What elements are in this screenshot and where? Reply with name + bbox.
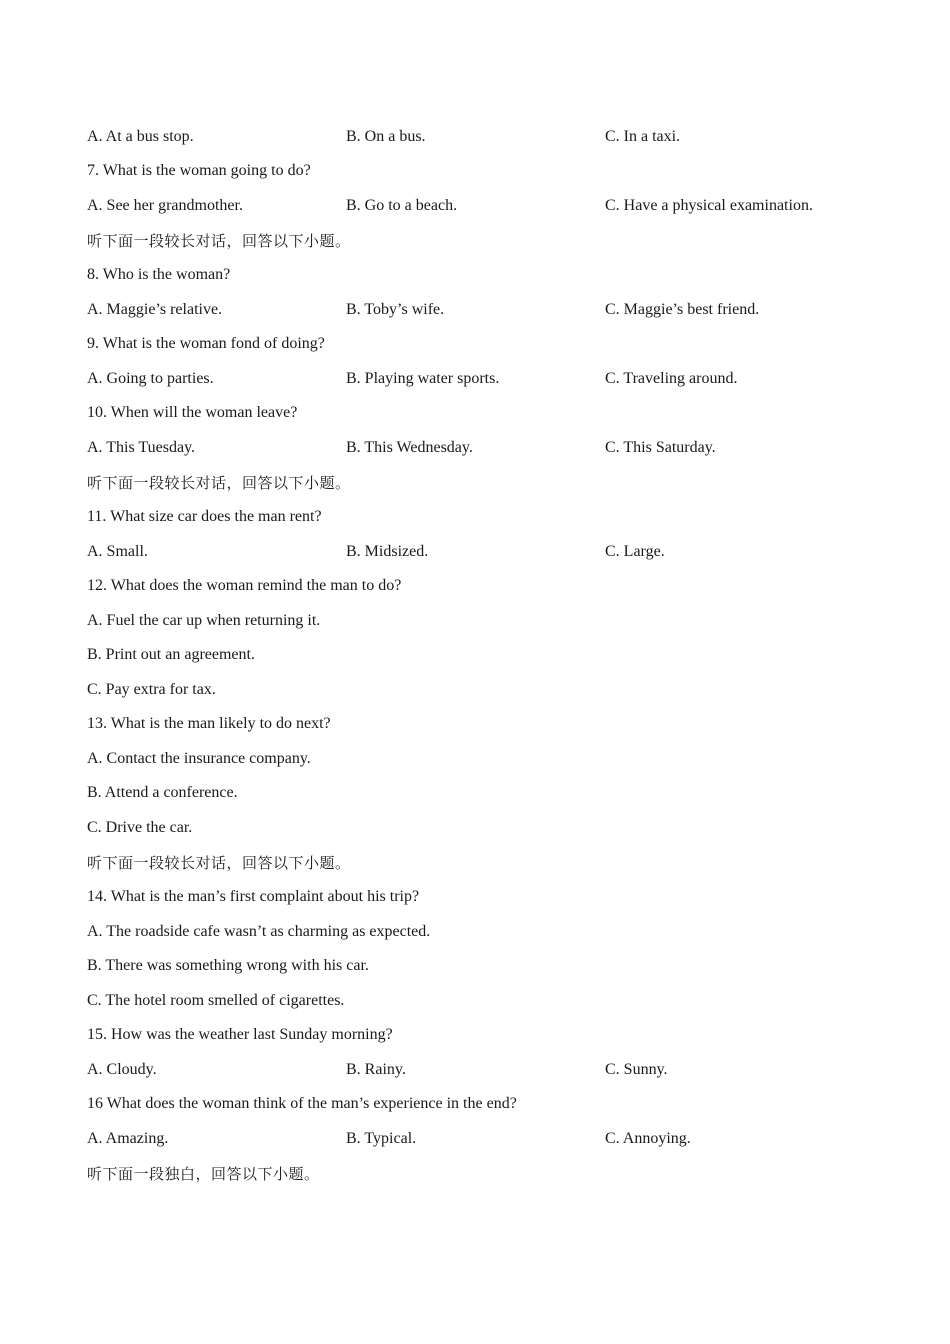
- q16-option-a: A. Amazing.: [87, 1130, 169, 1147]
- q9-question: 9. What is the woman fond of doing?: [87, 335, 325, 352]
- q13-option-c: C. Drive the car.: [87, 819, 193, 836]
- q15-option-b: B. Rainy.: [346, 1061, 406, 1078]
- q12-option-c: C. Pay extra for tax.: [87, 681, 216, 698]
- q11-option-b: B. Midsized.: [346, 543, 429, 560]
- q16-option-c: C. Annoying.: [605, 1130, 691, 1147]
- q9-option-c: C. Traveling around.: [605, 370, 738, 387]
- q11-option-a: A. Small.: [87, 543, 148, 560]
- q10-option-b: B. This Wednesday.: [346, 439, 473, 456]
- q14-option-a: A. The roadside cafe wasn’t as charming as expected.: [87, 923, 431, 940]
- q10-option-a: A. This Tuesday.: [87, 439, 196, 456]
- q8-question: 8. Who is the woman?: [87, 266, 231, 283]
- q8-option-a: A. Maggie’s relative.: [87, 301, 223, 318]
- q9-option-a: A. Going to parties.: [87, 370, 214, 387]
- q14-question: 14. What is the man’s first complaint about his trip?: [87, 888, 420, 905]
- q9-option-b: B. Playing water sports.: [346, 370, 500, 387]
- q7-option-a: A. See her grandmother.: [87, 197, 243, 214]
- section-instruction-4: 听下面一段独白，回答以下小题。: [87, 1165, 320, 1183]
- q13-question: 13. What is the man likely to do next?: [87, 715, 331, 732]
- q6-option-b: B. On a bus.: [346, 128, 426, 145]
- q10-option-c: C. This Saturday.: [605, 439, 716, 456]
- q16-question: 16 What does the woman think of the man’s experience in the end?: [87, 1095, 517, 1112]
- q8-option-c: C. Maggie’s best friend.: [605, 301, 760, 318]
- q7-option-b: B. Go to a beach.: [346, 197, 458, 214]
- q15-question: 15. How was the weather last Sunday morning?: [87, 1026, 393, 1043]
- q8-option-b: B. Toby’s wife.: [346, 301, 445, 318]
- q13-option-b: B. Attend a conference.: [87, 784, 238, 801]
- q12-question: 12. What does the woman remind the man to do?: [87, 577, 402, 594]
- q15-option-a: A. Cloudy.: [87, 1061, 157, 1078]
- q14-option-b: B. There was something wrong with his car.: [87, 957, 369, 974]
- q11-option-c: C. Large.: [605, 543, 665, 560]
- section-instruction-3: 听下面一段较长对话，回答以下小题。: [87, 854, 351, 872]
- q6-option-c: C. In a taxi.: [605, 128, 681, 145]
- q7-question: 7. What is the woman going to do?: [87, 162, 311, 179]
- section-instruction-1: 听下面一段较长对话，回答以下小题。: [87, 232, 351, 250]
- q10-question: 10. When will the woman leave?: [87, 404, 298, 421]
- q14-option-c: C. The hotel room smelled of cigarettes.: [87, 992, 345, 1009]
- q6-option-a: A. At a bus stop.: [87, 128, 194, 145]
- section-instruction-2: 听下面一段较长对话，回答以下小题。: [87, 474, 351, 492]
- q12-option-a: A. Fuel the car up when returning it.: [87, 612, 321, 629]
- q11-question: 11. What size car does the man rent?: [87, 508, 322, 525]
- q15-option-c: C. Sunny.: [605, 1061, 668, 1078]
- q16-option-b: B. Typical.: [346, 1130, 417, 1147]
- q12-option-b: B. Print out an agreement.: [87, 646, 255, 663]
- q7-option-c: C. Have a physical examination.: [605, 197, 813, 214]
- q13-option-a: A. Contact the insurance company.: [87, 750, 311, 767]
